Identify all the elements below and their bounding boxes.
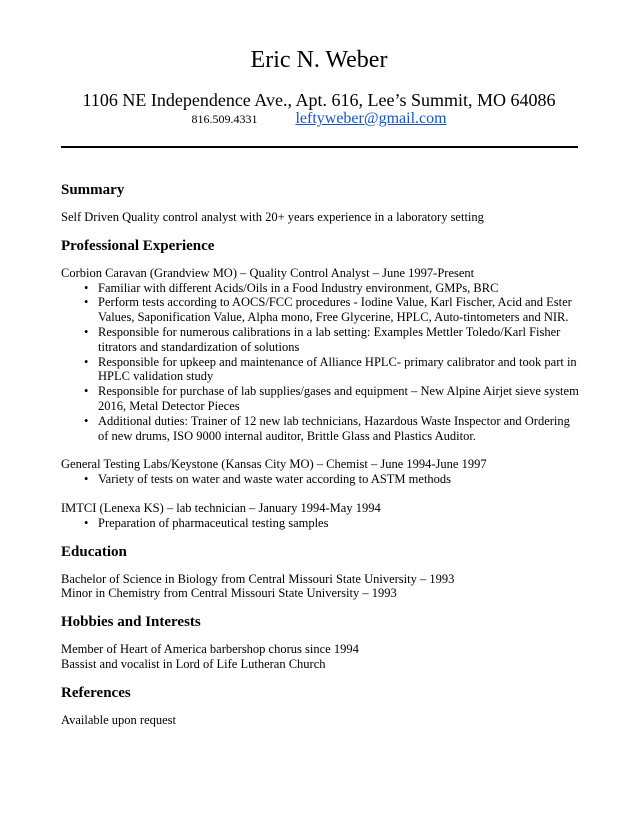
job-bullet-list (61, 516, 581, 531)
job-bullet: • Responsible for numerous calibrations in a lab setting: Examples Mettler Toledo/Karl Fisher titrators and standardization of solutions (61, 325, 581, 355)
job-entry (61, 266, 581, 444)
job-entry (61, 457, 581, 487)
job-title: Corbion Caravan (Grandview MO) – Quality Control Analyst – June 1997-Present (61, 265, 475, 280)
references-text: Available upon request (61, 712, 177, 727)
education-line: Bachelor of Science in Biology from Central Missouri State University – 1993 (61, 571, 455, 586)
resume-address: 1106 NE Independence Ave., Apt. 616, Lee’s Summit, MO 64086 (82, 90, 556, 110)
job-bullet: • Familiar with different Acids/Oils in a Food Industry environment, GMPs, BRC (61, 281, 581, 296)
phone-number: 816.509.4331 (191, 112, 258, 126)
contact-line (0, 110, 638, 128)
job-bullet: • Preparation of pharmaceutical testing samples (61, 516, 581, 531)
email-link[interactable]: leftyweber@gmail.com (295, 110, 447, 127)
job-bullet: • Perform tests according to AOCS/FCC procedures - Iodine Value, Karl Fischer, Acid and Ester Values, Saponification Value, Alpha mono, Free Glycerine, HPLC, Auto-tintometers and NIR. (61, 295, 581, 325)
header-divider (61, 146, 578, 148)
resume-name: Eric N. Weber (250, 47, 388, 73)
job-title: General Testing Labs/Keystone (Kansas City MO) – Chemist – June 1994-June 1997 (61, 457, 487, 472)
resume-body (61, 170, 581, 728)
job-bullet: • Responsible for purchase of lab supplies/gases and equipment – New Alpine Airjet sieve system 2016, Metal Detector Pieces (61, 384, 581, 414)
hobby-line: Bassist and vocalist in Lord of Life Lutheran Church (61, 656, 326, 671)
hobby-line: Member of Heart of America barbershop chorus since 1994 (61, 642, 359, 657)
hobbies-heading: Hobbies and Interests (61, 614, 201, 631)
references-heading: References (61, 684, 131, 701)
job-title: IMTCI (Lenexa KS) – lab technician – January 1994-May 1994 (61, 500, 381, 515)
summary-text: Self Driven Quality control analyst with 20+ years experience in a laboratory setting (61, 210, 484, 224)
job-bullet: • Additional duties: Trainer of 12 new lab technicians, Hazardous Waste Inspector and Ordering of new drums, ISO 9000 internal auditor, Brittle Glass and Plastics Auditor. (61, 414, 581, 444)
job-bullet: • Variety of tests on water and waste water according to ASTM methods (61, 472, 581, 487)
job-bullet: • Responsible for upkeep and maintenance of Alliance HPLC- primary calibrator and took part in HPLC validation study (61, 355, 581, 385)
job-bullet-list (61, 281, 581, 444)
education-line: Minor in Chemistry from Central Missouri State University – 1993 (61, 586, 397, 601)
experience-heading: Professional Experience (61, 237, 215, 254)
education-heading: Education (61, 543, 127, 560)
job-bullet-list (61, 472, 581, 487)
job-entry (61, 501, 581, 531)
summary-heading: Summary (61, 182, 125, 198)
